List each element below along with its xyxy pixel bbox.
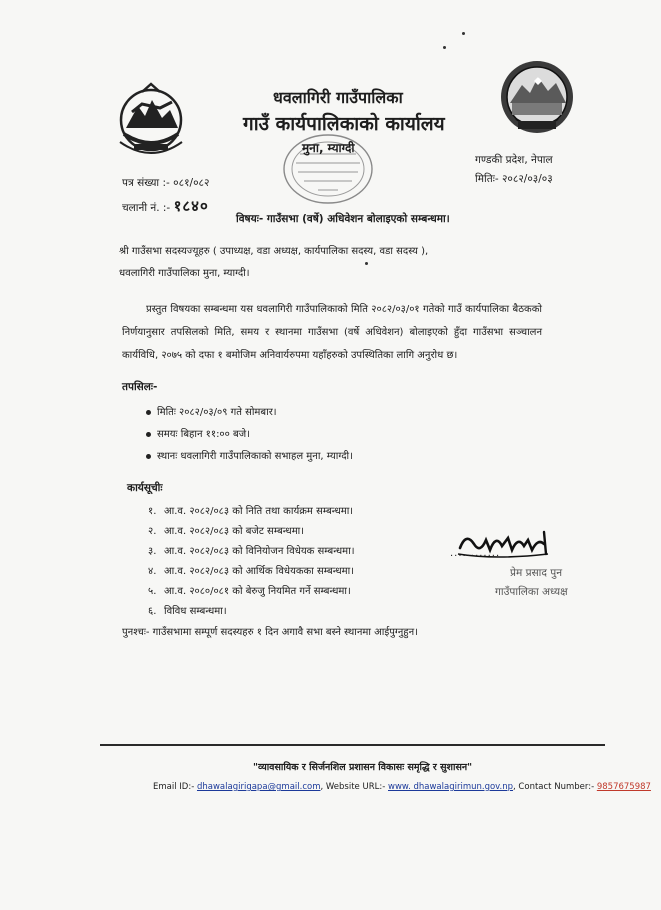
contact-number[interactable]: 9857675987: [596, 782, 651, 792]
agenda-item: ६. विविध सम्बन्धमा।: [148, 606, 227, 617]
details-heading: तपसिलः-: [122, 381, 158, 393]
dispatch-number-handwritten: १८४०: [173, 197, 209, 215]
footer-divider: [100, 744, 605, 746]
letter-subject: विषयः- गाउँसभा (वर्षे) अधिवेशन बोलाइएको सम्बन्धमा।: [236, 213, 450, 225]
body-paragraph: [122, 298, 542, 367]
province-label: गण्डकी प्रदेश, नेपाल: [475, 154, 553, 166]
scan-speck: [443, 46, 446, 49]
agenda-item: ५. आ.व. २०८०/०८१ को बेरुजु नियमित गर्ने सम्बन्धमा।: [148, 586, 351, 597]
dispatch-number-row: [122, 196, 209, 216]
agenda-heading: कार्यसूचीः: [127, 482, 163, 494]
recipient-line-2: धवलागिरी गाउँपालिका मुना, म्याग्दी।: [119, 268, 250, 279]
detail-item: स्थानः धवलागिरी गाउँपालिकाको सभाहल मुना, म्याग्दी।: [146, 448, 353, 462]
website-link[interactable]: www. dhawalagirimun.gov.np: [388, 782, 514, 792]
email-link[interactable]: dhawalagirigapa@gmail.com: [196, 782, 321, 792]
letter-date: मितिः- २०८२/०३/०३: [475, 173, 553, 185]
nepal-emblem-icon: [112, 82, 190, 162]
agenda-item: १. आ.व. २०८२/०८३ को निति तथा कार्यक्रम सम्बन्धमा।: [148, 506, 354, 517]
contact-label: , Contact Number:-: [513, 782, 595, 792]
signature-line: ............: [450, 548, 501, 559]
body-paragraph-text: प्रस्तुत विषयका सम्बन्धमा यस धवलागिरी गाउँपालिकाको मिति २०८२/०३/०१ गतेको गाउँ कार्यपालिका बैठकको निर्णयानुसार तपसिलको मिति, समय र स्थानमा गाउँसभा (वर्षे अधिवेशन) बोलाइएको हुँदा गाउँसभा सञ्चालन कार्यविधि, २०७५ को दफा १ बमोजिम अनिवार्यरुपमा यहाँहरुको उपस्थितिका लागि अनुरोध छ।: [122, 304, 542, 361]
recipient-line-1: श्री गाउँसभा सदस्यज्यूहरु ( उपाध्यक्ष, वडा अध्यक्ष, कार्यपालिका सदस्य, वडा सदस्य ),: [119, 246, 429, 257]
signatory-title: गाउँपालिका अध्यक्ष: [495, 586, 568, 598]
office-name: गाउँ कार्यपालिकाको कार्यालय: [243, 113, 445, 135]
footer-slogan: "व्यावसायिक र सिर्जनशिल प्रशासन विकासः समृद्धि र सुशासन": [253, 762, 473, 773]
office-address: मुना, म्याग्दी: [302, 141, 355, 155]
email-label: Email ID:-: [153, 782, 195, 792]
detail-item: समयः बिहान ११:०० बजे।: [146, 426, 250, 440]
agenda-item: ४. आ.व. २०८२/०८३ को आर्थिक विधेयकका सम्बन्धमा।: [148, 566, 354, 577]
dispatch-label: चलानी नं. :-: [122, 202, 171, 214]
bullet-icon: [146, 410, 151, 415]
municipality-logo-icon: [498, 57, 576, 139]
postscript: पुनश्चः- गाउँसभामा सम्पूर्ण सदस्यहरु १ दिन अगावै सभा बस्ने स्थानमा आईपुग्नुहुन।: [122, 627, 418, 638]
scan-speck: [365, 262, 368, 265]
website-label: , Website URL:-: [320, 782, 386, 792]
footer-contact-line: [153, 782, 651, 792]
detail-item: मितिः २०८२/०३/०९ गते सोमबार।: [146, 404, 277, 418]
scan-speck: [462, 32, 465, 35]
bullet-icon: [146, 454, 151, 459]
signatory-name: प्रेम प्रसाद पुन: [510, 567, 563, 579]
agenda-item: २. आ.व. २०८२/०८३ को बजेट सम्बन्धमा।: [148, 526, 305, 537]
agenda-item: ३. आ.व. २०८२/०८३ को विनियोजन विधेयक सम्बन्धमा।: [148, 546, 355, 557]
letter-number: पत्र संख्या :- ०८१/०८२: [122, 177, 210, 189]
bullet-icon: [146, 432, 151, 437]
municipality-name: धवलागिरी गाउँपालिका: [273, 88, 403, 107]
